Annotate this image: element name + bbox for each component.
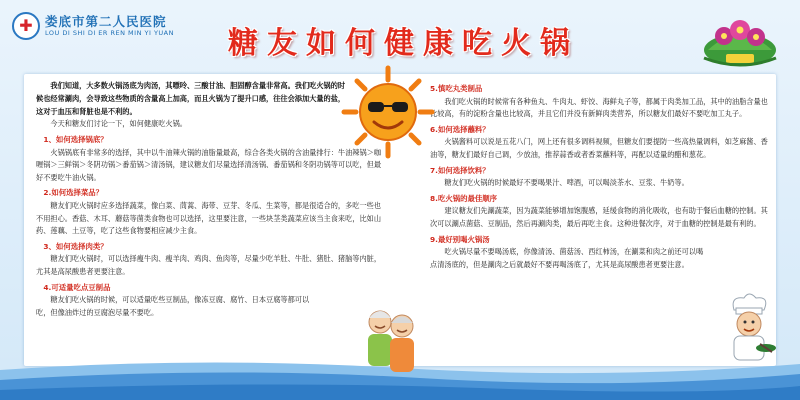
right-column bbox=[430, 80, 768, 271]
section-body: 糖友们吃火锅的时候最好不要喝果汁、啤酒，可以喝淡茶水、豆浆、牛奶等。 bbox=[444, 178, 689, 188]
hospital-header bbox=[12, 12, 174, 40]
section-heading: 3、如何选择肉类？ bbox=[43, 241, 108, 251]
section-heading: 7.如何选择饮料？ bbox=[430, 165, 490, 175]
section-body: 火锅锅底有非常多的选择，其中以牛油辣火锅的油脂量最高，综合各类火锅的含油量排行：牛油辣锅＞咖喱锅＞三鲜锅＞冬阴功锅＞番茄锅＞清汤锅，建议糖友们尽量选择清汤锅、番茄锅和冬阴功锅等可以吃，但最好不要吃牛油火锅。 bbox=[36, 147, 382, 182]
section-heading: 1、如何选择锅底？ bbox=[43, 134, 108, 144]
left-column bbox=[36, 80, 388, 319]
section-heading: 9.最好别喝火锅汤 bbox=[430, 234, 490, 244]
section-body: 糖友们吃火锅时，可以选择瘦牛肉、瘦羊肉、鸡肉、鱼肉等，尽量少吃羊肚、牛肚、猪肚、猪脑等内脏，尤其是高尿酸患者更要注意。 bbox=[36, 254, 382, 276]
hospital-pinyin: LOU DI SHI DI ER REN MIN YI YUAN bbox=[45, 29, 174, 38]
red-cross-logo-icon: ✚ bbox=[12, 12, 40, 40]
section-heading: 5.慎吃丸类制品 bbox=[430, 84, 483, 93]
section-body: 糖友们吃火锅时应多选择蔬菜，像白菜、茼蒿、海带、豆芽、冬瓜、生菜等，都是很适合的，多吃一些也不用担心。香菇、木耳、蘑菇等菌类食物也可以选择，这里要注意，一些块茎类蔬菜应该当主食来吃，比如山药、莲藕、土豆等，吃了这些食物要相应减少主食。 bbox=[36, 200, 382, 236]
lead-paragraph: 今天和糖友们讨论一下，如何健康吃火锅。 bbox=[50, 119, 187, 129]
smiling-sun-icon bbox=[340, 64, 436, 160]
hospital-text bbox=[45, 15, 174, 38]
section-body: 火锅酱料可以说是五花八门，网上还有很多调料视频，但糖友们要提防一些高热量调料，如芝麻酱、香油等，糖友们最好自己调，少放油，推荐蒜香或者香菜蘸料等，再配以适量的醋和葱花。 bbox=[430, 137, 768, 159]
section-body: 吃火锅尽量不要喝汤底，你像清汤、菌菇汤、西红柿汤，在涮菜和肉之前还可以喝点清汤底的，但是涮肉之后就最好不要再喝汤底了，尤其是高尿酸患者更要注意。 bbox=[430, 247, 704, 269]
section-heading: 2.如何选择菜品？ bbox=[43, 188, 104, 198]
hospital-name: 娄底市第二人民医院 bbox=[45, 13, 167, 29]
section-heading: 6.如何选择蘸料？ bbox=[430, 124, 490, 134]
section-body: 糖友们吃火锅的时候，可以适量吃些豆制品，像冻豆腐、腐竹、日本豆腐等都可以吃，但像油炸过的豆腐泡尽量不要吃。 bbox=[36, 295, 310, 317]
section-body: 建议糖友们先涮蔬菜，因为蔬菜能够增加饱腹感，延缓食物的消化吸收，也有助于餐后血糖的控制。其次可以涮点菌菇、豆制品，然后再涮肉类，最后再吃主食。这种进餐次序，对于血糖的控制是最有利的。 bbox=[430, 206, 768, 228]
section-body: 我们吃火锅的时候常有各种鱼丸、牛肉丸、虾饺、海鲜丸子等，都属于肉类加工品，其中的油脂含量也比较高，有的淀粉含量也比较高，并且它们并没有新鲜肉类营养，所以糖友们最好不要吃加工丸子。 bbox=[430, 96, 768, 119]
section-heading: 8.吃火锅的最佳顺序 bbox=[430, 193, 498, 203]
page-title: 糖友如何健康吃火锅 bbox=[228, 26, 579, 61]
cartoon-chef-icon bbox=[720, 292, 778, 362]
flower-badge-icon bbox=[698, 10, 782, 72]
intro-paragraph: 我们知道，大多数火锅汤底为肉汤，其嘌呤、三酸甘油、胆固醇含量非常高。我们吃火锅的时候也经常涮肉，会导致这些物质的含量高上加高，而且火锅为了提升口感，往往会添加大量的盐，这对于血压和肾脏也是不利的。 bbox=[36, 81, 346, 116]
section-heading: 4.可适量吃点豆制品 bbox=[43, 282, 111, 292]
elderly-couple-icon bbox=[360, 304, 422, 378]
